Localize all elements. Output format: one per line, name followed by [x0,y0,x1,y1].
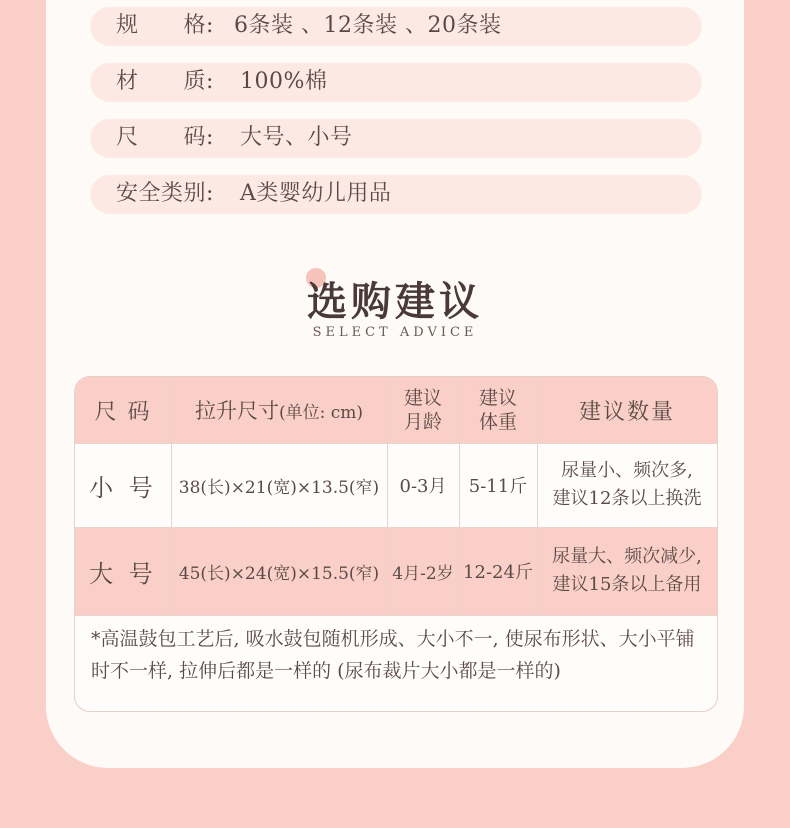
row-small-age: 0-3月 [399,476,447,497]
header-quantity: 建议数量 [537,377,717,443]
spec-row-specification [90,6,702,46]
spec-value: 6条装 、12条装 、20条装 [234,13,502,38]
spec-row-size [90,118,702,158]
header-age: 建议 月龄 [387,377,459,443]
section-title: 选购建议 [307,278,483,325]
row-small-dimension: 38(长)×21(宽)×13.5(窄) [178,477,380,498]
section-subtitle: SELECT ADVICE [312,325,478,340]
spec-label: 安全类别: [116,181,214,206]
spec-value: 100%棉 [240,69,328,94]
header-dimension-unit: (单位: cm) [278,402,364,423]
row-small-quantity: 尿量小、频次多, 建议12条以上换洗 [552,460,702,509]
grid-line [537,377,538,615]
spec-label: 规 格: [116,13,214,38]
row-large-size: 大 号 [75,527,171,615]
grid-line [75,615,717,616]
advice-table [74,376,718,712]
grid-line [171,377,172,615]
header-weight: 建议 体重 [459,377,537,443]
row-small-size: 小 号 [89,473,157,502]
spec-row-safety [90,174,702,214]
row-small-weight: 5-11斤 [468,476,528,497]
table-note: *高温鼓包工艺后, 吸水鼓包随机形成、大小不一, 使尿布形状、大小平铺时不一样, 拉伸后都是一样的 (尿布裁片大小都是一样的) [91,628,695,682]
row-large-age: 4月-2岁 [387,527,459,615]
row-large-weight: 12-24斤 [459,527,537,615]
spec-label: 尺 码: [116,125,214,150]
spec-value: 大号、小号 [240,125,353,150]
header-size: 尺 码 [75,377,171,443]
grid-line [387,377,388,615]
row-large-dimension: 45(长)×24(宽)×15.5(窄) [171,527,387,615]
grid-line [75,443,717,444]
grid-line [75,527,717,528]
spec-label: 材 质: [116,69,214,94]
spec-row-material [90,62,702,102]
header-dimension-label: 拉升尺寸 [194,399,279,423]
header-dimension [171,377,387,443]
spec-value: A类婴幼儿用品 [240,181,392,206]
row-large-quantity: 尿量大、频次减少, 建议15条以上备用 [537,527,717,615]
grid-line [459,377,460,615]
